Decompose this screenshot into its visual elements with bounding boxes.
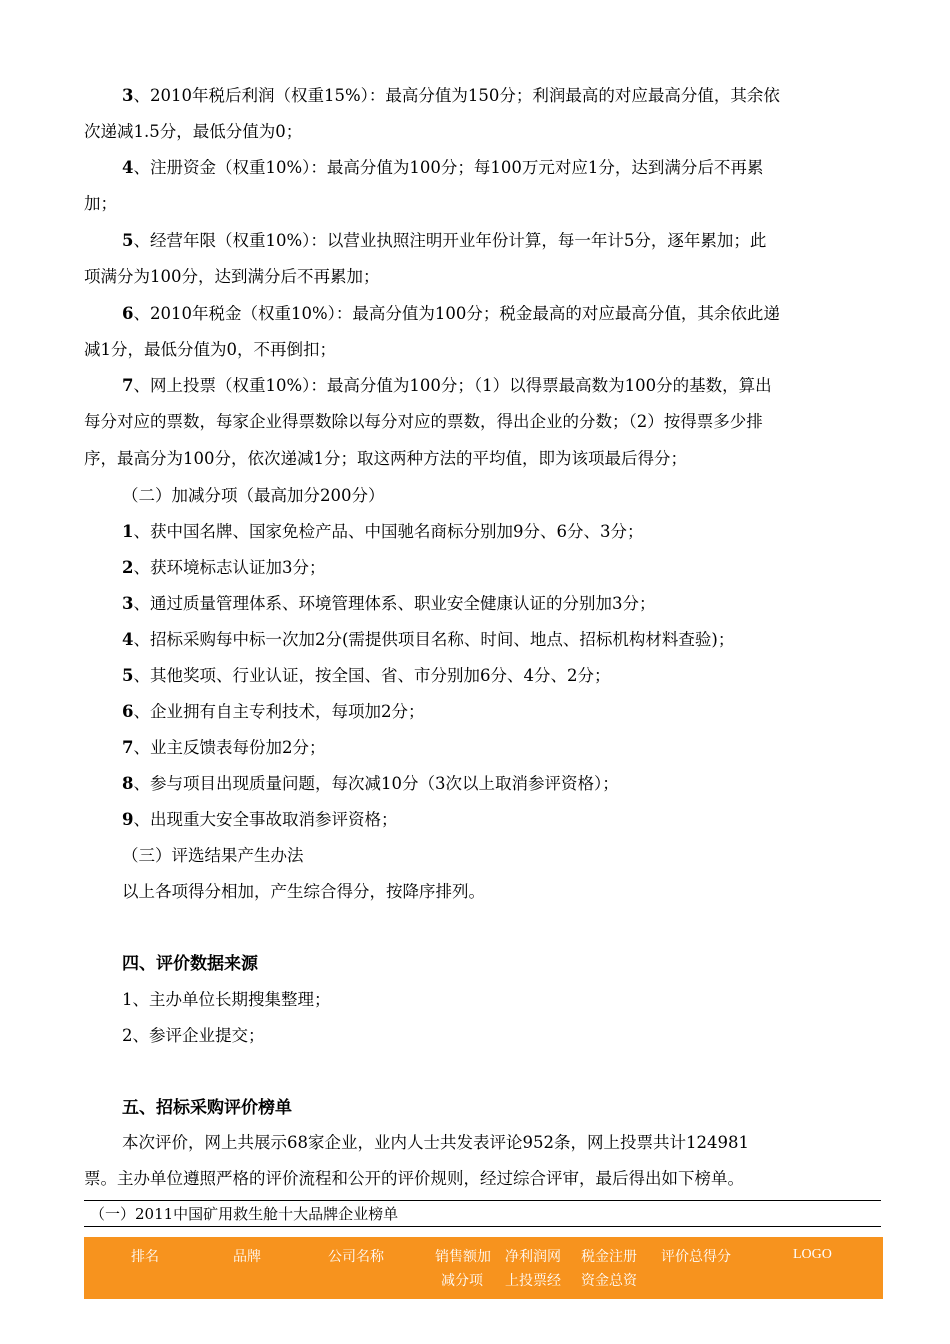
bonus-item-9: 9、出现重大安全事故取消参评资格；	[122, 810, 398, 829]
caption-top-rule	[84, 1200, 881, 1201]
scoring-item-3-line1: 3、2010年税后利润（权重15%）：最高分值为150分；利润最高的对应最高分值，其余依	[122, 86, 780, 105]
bonus-item-5: 5、其他奖项、行业认证，按全国、省、市分别加6分、4分、2分；	[122, 666, 611, 685]
bonus-item-8: 8、参与项目出现质量问题，每次减10分（3次以上取消参评资格）；	[122, 774, 619, 793]
section2-title: （二）加减分项（最高加分200分）	[122, 486, 385, 505]
header-tax-line2: 资金总资	[581, 1273, 637, 1289]
source-item-1: 1、主办单位长期搜集整理；	[122, 990, 331, 1009]
heading-4: 四、评价数据来源	[122, 954, 258, 974]
header-total-score: 评价总得分	[661, 1249, 731, 1265]
header-company: 公司名称	[328, 1249, 384, 1265]
bonus-item-6: 6、企业拥有自主专利技术，每项加2分；	[122, 702, 425, 721]
scoring-item-5-line1: 5、经营年限（权重10%）：以营业执照注明开业年份计算，每一年计5分，逐年累加；此	[122, 231, 767, 250]
table-caption: （一）2011中国矿用救生舱十大品牌企业榜单	[90, 1205, 399, 1223]
scoring-item-7-line1: 7、网上投票（权重10%）：最高分值为100分；（1）以得票最高数为100分的基数，算出	[122, 376, 772, 395]
intro-line-2: 票。主办单位遵照严格的评价流程和公开的评价规则，经过综合评审，最后得出如下榜单。	[84, 1169, 744, 1188]
intro-line-1: 本次评价，网上共展示68家企业，业内人士共发表评论952条，网上投票共计124981	[122, 1133, 749, 1152]
caption-bottom-rule	[84, 1226, 881, 1227]
section3-title: （三）评选结果产生办法	[122, 846, 304, 865]
source-item-2: 2、参评企业提交；	[122, 1026, 265, 1045]
header-logo: LOGO	[793, 1247, 832, 1262]
bonus-item-3: 3、通过质量管理体系、环境管理体系、职业安全健康认证的分别加3分；	[122, 594, 656, 613]
scoring-item-5-line2: 项满分为100分，达到满分后不再累加；	[84, 267, 380, 286]
header-rank: 排名	[131, 1249, 159, 1265]
bonus-item-2: 2、获环境标志认证加3分；	[122, 558, 326, 577]
scoring-item-4-line2: 加；	[84, 194, 117, 213]
header-brand: 品牌	[233, 1249, 261, 1265]
scoring-item-7-line2: 每分对应的票数，每家企业得票数除以每分对应的票数，得出企业的分数；（2）按得票多少排	[84, 412, 763, 431]
scoring-item-7-line3: 序，最高分为100分，依次递减1分；取这两种方法的平均值，即为该项最后得分；	[84, 449, 687, 468]
header-tax-line1: 税金注册	[581, 1249, 637, 1265]
scoring-item-3-line2: 次递减1.5分，最低分值为0；	[84, 122, 303, 141]
bonus-item-4: 4、招标采购每中标一次加2分(需提供项目名称、时间、地点、招标机构材料查验)；	[122, 630, 735, 649]
scoring-item-4-line1: 4、注册资金（权重10%）：最高分值为100分；每100万元对应1分，达到满分后不再累	[122, 158, 764, 177]
bonus-item-7: 7、业主反馈表每份加2分；	[122, 738, 326, 757]
heading-5: 五、招标采购评价榜单	[122, 1098, 292, 1118]
header-sales-line2: 减分项	[441, 1273, 483, 1289]
header-profit-line2: 上投票经	[505, 1273, 561, 1289]
section3-text: 以上各项得分相加，产生综合得分，按降序排列。	[122, 882, 485, 901]
ranking-table-header	[84, 1237, 883, 1299]
header-sales-line1: 销售额加	[435, 1249, 491, 1265]
scoring-item-6-line1: 6、2010年税金（权重10%）：最高分值为100分；税金最高的对应最高分值，其余依此递	[122, 304, 780, 323]
scoring-item-6-line2: 减1分，最低分值为0，不再倒扣；	[84, 340, 336, 359]
bonus-item-1: 1、获中国名牌、国家免检产品、中国驰名商标分别加9分、6分、3分；	[122, 522, 644, 541]
header-profit-line1: 净利润网	[505, 1249, 561, 1265]
